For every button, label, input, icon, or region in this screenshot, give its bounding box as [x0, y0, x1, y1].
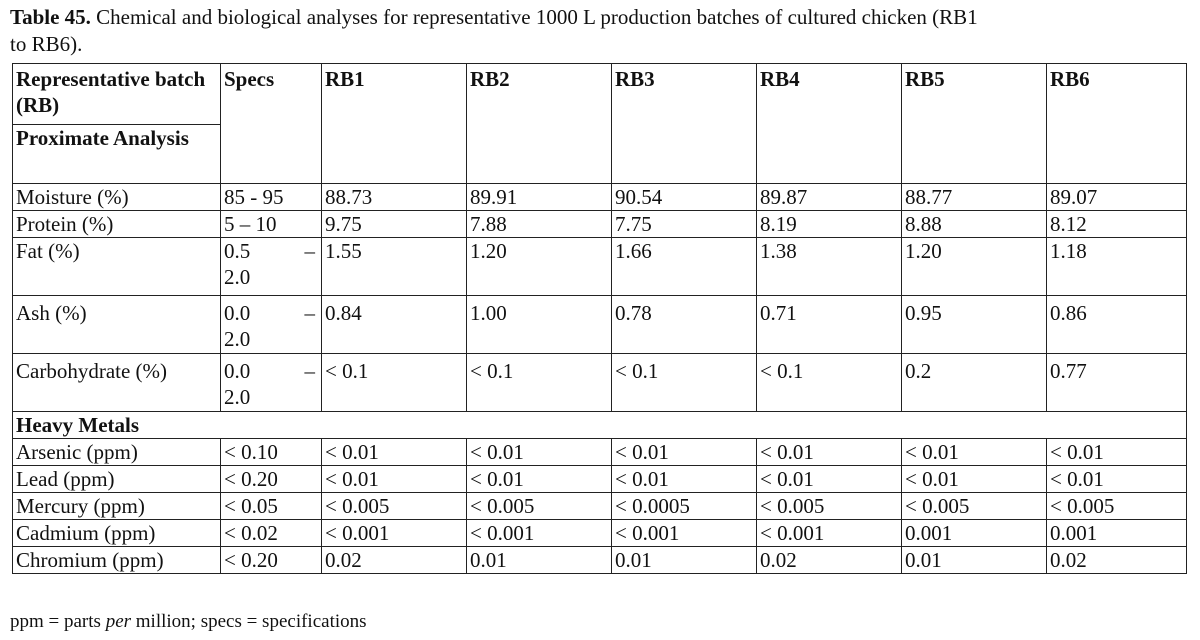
cell-value: < 0.005 [1047, 493, 1187, 520]
row-spec [221, 296, 322, 354]
cell-value: < 0.01 [612, 439, 757, 466]
cell-value: 1.20 [902, 238, 1047, 296]
cell-value: < 0.005 [757, 493, 902, 520]
cell-value: 1.55 [322, 238, 467, 296]
cell-value: < 0.1 [612, 354, 757, 412]
section-title-proximate: Proximate Analysis [13, 125, 221, 184]
cell-value: < 0.01 [902, 439, 1047, 466]
row-label: Fat (%) [13, 238, 221, 296]
section-row [13, 412, 1187, 439]
cell-value: < 0.1 [322, 354, 467, 412]
spec-low: 0.0 [224, 301, 251, 325]
cell-value: 0.02 [322, 547, 467, 574]
cell-value: 0.01 [612, 547, 757, 574]
cell-value: 1.00 [467, 296, 612, 354]
cell-value: 89.87 [757, 184, 902, 211]
cell-value: 9.75 [322, 211, 467, 238]
caption-text-line2: to RB6). [10, 32, 83, 56]
footnote-part2: million; specs = specifications [131, 611, 367, 632]
table-row [13, 238, 1187, 296]
cell-value: < 0.1 [757, 354, 902, 412]
cell-value: 0.01 [467, 547, 612, 574]
header-rb4: RB4 [757, 64, 902, 184]
cell-value: < 0.01 [467, 466, 612, 493]
row-label: Lead (ppm) [13, 466, 221, 493]
cell-value: 7.88 [467, 211, 612, 238]
cell-value: 1.20 [467, 238, 612, 296]
cell-value: < 0.01 [1047, 439, 1187, 466]
cell-value: < 0.1 [467, 354, 612, 412]
cell-value: 8.19 [757, 211, 902, 238]
row-spec [221, 354, 322, 412]
row-spec [221, 238, 322, 296]
cell-value: < 0.005 [902, 493, 1047, 520]
cell-value: 0.95 [902, 296, 1047, 354]
cell-value: 0.02 [757, 547, 902, 574]
header-specs: Specs [221, 64, 322, 184]
cell-value: < 0.01 [467, 439, 612, 466]
cell-value: < 0.01 [322, 466, 467, 493]
spec-high: 2.0 [224, 327, 251, 351]
row-label: Chromium (ppm) [13, 547, 221, 574]
cell-value: 88.77 [902, 184, 1047, 211]
cell-value: < 0.001 [757, 520, 902, 547]
table-row [13, 493, 1187, 520]
cell-value: 1.18 [1047, 238, 1187, 296]
cell-value: < 0.005 [467, 493, 612, 520]
table-row [13, 296, 1187, 354]
spec-low: 0.0 [224, 359, 251, 383]
cell-value: 8.12 [1047, 211, 1187, 238]
row-spec: < 0.20 [221, 466, 322, 493]
cell-value: 1.66 [612, 238, 757, 296]
section-title-heavy-metals: Heavy Metals [13, 412, 1187, 439]
footnote-part1: ppm = parts [10, 611, 106, 632]
spec-dash: – [304, 239, 315, 263]
cell-value: < 0.001 [612, 520, 757, 547]
table-row [13, 439, 1187, 466]
caption-label: Table 45. [10, 5, 91, 29]
row-label: Mercury (ppm) [13, 493, 221, 520]
table-row [13, 520, 1187, 547]
row-spec: < 0.02 [221, 520, 322, 547]
row-label: Ash (%) [13, 296, 221, 354]
row-spec: 85 - 95 [221, 184, 322, 211]
cell-value: < 0.001 [467, 520, 612, 547]
header-rb3: RB3 [612, 64, 757, 184]
header-rb5: RB5 [902, 64, 1047, 184]
table-row [13, 466, 1187, 493]
row-spec: < 0.20 [221, 547, 322, 574]
cell-value: < 0.01 [322, 439, 467, 466]
cell-value: < 0.01 [612, 466, 757, 493]
footnote-italic: per [105, 611, 132, 632]
table-caption [10, 4, 1200, 58]
cell-value: < 0.01 [757, 466, 902, 493]
cell-value: 8.88 [902, 211, 1047, 238]
table-row [13, 547, 1187, 574]
spec-dash: – [304, 301, 315, 325]
cell-value: 89.07 [1047, 184, 1187, 211]
header-batch: Representative batch (RB) [13, 64, 221, 125]
cell-value: 0.02 [1047, 547, 1187, 574]
spec-high: 2.0 [224, 385, 251, 409]
table-row [13, 354, 1187, 412]
cell-value: 7.75 [612, 211, 757, 238]
cell-value: 0.001 [902, 520, 1047, 547]
row-spec: < 0.10 [221, 439, 322, 466]
cell-value: < 0.01 [757, 439, 902, 466]
cell-value: < 0.01 [1047, 466, 1187, 493]
row-label: Moisture (%) [13, 184, 221, 211]
table-row [13, 184, 1187, 211]
cell-value: 0.2 [902, 354, 1047, 412]
caption-text-line1: Chemical and biological analyses for representative 1000 L production batches of cultured chicken (RB1 [90, 5, 978, 29]
cell-value: 0.001 [1047, 520, 1187, 547]
cell-value: < 0.001 [322, 520, 467, 547]
row-spec: < 0.05 [221, 493, 322, 520]
cell-value: < 0.005 [322, 493, 467, 520]
cell-value: 90.54 [612, 184, 757, 211]
cell-value: 0.86 [1047, 296, 1187, 354]
cell-value: 0.78 [612, 296, 757, 354]
spec-dash: – [304, 359, 315, 383]
cell-value: 0.71 [757, 296, 902, 354]
cell-value: 1.38 [757, 238, 902, 296]
cell-value: 89.91 [467, 184, 612, 211]
cell-value: < 0.0005 [612, 493, 757, 520]
header-rb6: RB6 [1047, 64, 1187, 184]
cell-value: 0.77 [1047, 354, 1187, 412]
spec-low: 0.5 [224, 239, 251, 263]
table-footnote [10, 609, 367, 635]
row-label: Protein (%) [13, 211, 221, 238]
row-label: Arsenic (ppm) [13, 439, 221, 466]
cell-value: 0.01 [902, 547, 1047, 574]
row-label: Carbohydrate (%) [13, 354, 221, 412]
analysis-table [12, 63, 1187, 574]
table-row [13, 211, 1187, 238]
cell-value: 0.84 [322, 296, 467, 354]
row-spec: 5 – 10 [221, 211, 322, 238]
header-rb1: RB1 [322, 64, 467, 184]
header-rb2: RB2 [467, 64, 612, 184]
cell-value: 88.73 [322, 184, 467, 211]
spec-high: 2.0 [224, 265, 251, 289]
row-label: Cadmium (ppm) [13, 520, 221, 547]
cell-value: < 0.01 [902, 466, 1047, 493]
